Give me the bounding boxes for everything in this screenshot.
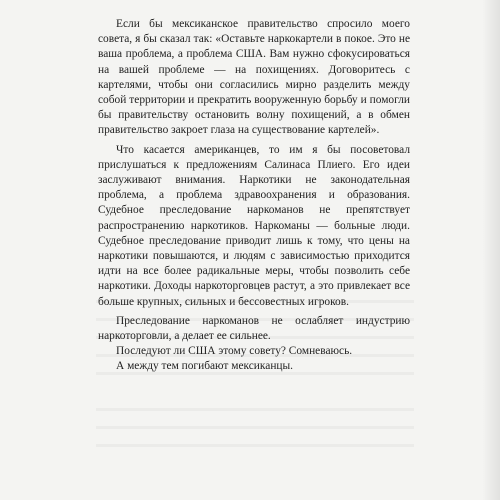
paragraph-mexican-government-advice: Если бы мексиканское правительство спросило моего совета, я бы сказал так: «Оставьте наркокартели в покое. Это не ваша проблема, а проблема США. Вам нужно сфокусироваться на вашей проблеме — на похищениях. Договоритесь с картелями, чтобы они согласились мирно разделить между собой территории и прекратить вооруженную борьбу и помогли бы правительству остановить волну похищений, а в обмен правительство закроет глаза на существование картелей». — [98, 18, 410, 137]
paragraph-persecution: Преследование наркоманов не ослабляет индустрию наркоторговли, а делает ее сильнее. — [98, 314, 410, 343]
body-text — [98, 17, 410, 375]
bleed-through-line — [96, 444, 414, 447]
page-spine-shadow — [482, 0, 500, 500]
paragraph-american-advice: Что касается американцев, то им я бы посоветовал прислушаться к предложениям Салинаса Плиего. Его идеи заслуживают внимания. Наркотики не законодательная проблема, а проблема здравоохранения и образования. Судебное преследование наркоманов не препятствует распространению наркотиков. Наркоманы — больные люди. Судебное преследование приводит лишь к тому, что цены на наркотики повышаются, и людям с зависимостью приходится идти на все более радикальные меры, чтобы позволить себе наркотики. Доходы наркоторговцев растут, а это привлекает все больше крупных, сильных и бессовестных игроков. — [98, 143, 410, 308]
paragraph-doubt: Последуют ли США этому совету? Сомневаюсь. — [116, 345, 353, 358]
bleed-through-line — [96, 426, 414, 429]
paragraph-mexicans-die: А между тем погибают мексиканцы. — [116, 360, 294, 373]
bleed-through-line — [96, 408, 414, 411]
